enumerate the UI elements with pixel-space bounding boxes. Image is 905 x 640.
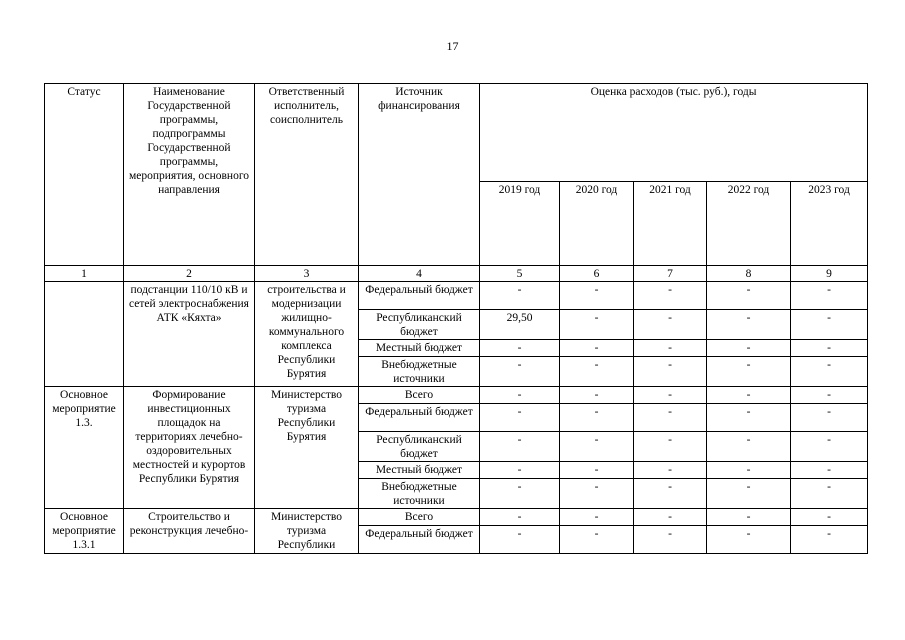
value-cell: - — [480, 282, 560, 310]
value-cell: - — [560, 479, 634, 509]
name-cell: подстанции 110/10 кВ и сетей электроснабжения АТК «Кяхта» — [124, 282, 255, 387]
value-cell: - — [707, 357, 791, 387]
status-cell — [45, 282, 124, 387]
value-cell: - — [791, 432, 868, 462]
header-name: Наименование Государственной программы, подпрограммы Государственной программы, мероприятия, основного направления — [124, 84, 255, 266]
value-cell: - — [791, 282, 868, 310]
value-cell: - — [480, 404, 560, 432]
value-cell: - — [634, 462, 707, 479]
value-cell: - — [791, 340, 868, 357]
table-row — [45, 387, 868, 404]
value-cell: - — [560, 357, 634, 387]
status-cell: Основное мероприятие 1.3.1 — [45, 509, 124, 554]
value-cell: - — [560, 462, 634, 479]
source-cell: Федеральный бюджет — [359, 526, 480, 554]
value-cell: - — [634, 509, 707, 526]
page-number: 17 — [446, 39, 459, 53]
source-cell: Местный бюджет — [359, 462, 480, 479]
executor-cell: Министерство туризма Республики — [255, 509, 359, 554]
column-number: 5 — [480, 266, 560, 282]
value-cell: - — [707, 387, 791, 404]
value-cell: - — [634, 432, 707, 462]
value-cell: - — [707, 340, 791, 357]
source-cell: Внебюджетные источники — [359, 479, 480, 509]
value-cell: 29,50 — [480, 310, 560, 340]
header-year: 2019 год — [480, 182, 560, 266]
column-number: 3 — [255, 266, 359, 282]
header-source: Источник финансирования — [359, 84, 480, 266]
value-cell: - — [480, 387, 560, 404]
executor-cell: Министерство туризма Республики Бурятия — [255, 387, 359, 509]
source-cell: Республиканский бюджет — [359, 310, 480, 340]
value-cell: - — [791, 310, 868, 340]
column-number: 1 — [45, 266, 124, 282]
source-cell: Федеральный бюджет — [359, 404, 480, 432]
column-number: 9 — [791, 266, 868, 282]
value-cell: - — [634, 479, 707, 509]
table-row — [45, 282, 868, 310]
column-number: 7 — [634, 266, 707, 282]
value-cell: - — [707, 282, 791, 310]
value-cell: - — [560, 282, 634, 310]
header-status: Статус — [45, 84, 124, 266]
value-cell: - — [634, 526, 707, 554]
value-cell: - — [480, 509, 560, 526]
value-cell: - — [707, 310, 791, 340]
column-number-row — [45, 266, 868, 282]
name-cell: Строительство и реконструкция лечебно- — [124, 509, 255, 554]
header-year: 2021 год — [634, 182, 707, 266]
header-year: 2020 год — [560, 182, 634, 266]
value-cell: - — [707, 526, 791, 554]
value-cell: - — [480, 432, 560, 462]
value-cell: - — [634, 357, 707, 387]
value-cell: - — [707, 404, 791, 432]
source-cell: Всего — [359, 509, 480, 526]
value-cell: - — [480, 357, 560, 387]
column-number: 2 — [124, 266, 255, 282]
value-cell: - — [791, 404, 868, 432]
value-cell: - — [634, 340, 707, 357]
source-cell: Местный бюджет — [359, 340, 480, 357]
value-cell: - — [560, 404, 634, 432]
value-cell: - — [707, 479, 791, 509]
value-cell: - — [791, 462, 868, 479]
value-cell: - — [560, 310, 634, 340]
value-cell: - — [791, 357, 868, 387]
value-cell: - — [560, 526, 634, 554]
value-cell: - — [560, 432, 634, 462]
source-cell: Республиканский бюджет — [359, 432, 480, 462]
header-executor: Ответственный исполнитель, соисполнитель — [255, 84, 359, 266]
budget-table — [44, 83, 868, 554]
value-cell: - — [480, 526, 560, 554]
value-cell: - — [791, 387, 868, 404]
column-number: 4 — [359, 266, 480, 282]
value-cell: - — [707, 509, 791, 526]
name-cell: Формирование инвестиционных площадок на территориях лечебно-оздоровительных местностей и курортов Республики Бурятия — [124, 387, 255, 509]
value-cell: - — [707, 432, 791, 462]
header-costs: Оценка расходов (тыс. руб.), годы — [480, 84, 868, 182]
value-cell: - — [634, 310, 707, 340]
value-cell: - — [707, 462, 791, 479]
header-year: 2023 год — [791, 182, 868, 266]
column-number: 6 — [560, 266, 634, 282]
value-cell: - — [634, 282, 707, 310]
source-cell: Внебюджетные источники — [359, 357, 480, 387]
value-cell: - — [634, 404, 707, 432]
value-cell: - — [560, 509, 634, 526]
header-year: 2022 год — [707, 182, 791, 266]
source-cell: Федеральный бюджет — [359, 282, 480, 310]
value-cell: - — [560, 340, 634, 357]
column-number: 8 — [707, 266, 791, 282]
value-cell: - — [791, 479, 868, 509]
value-cell: - — [634, 387, 707, 404]
value-cell: - — [791, 509, 868, 526]
value-cell: - — [480, 479, 560, 509]
value-cell: - — [791, 526, 868, 554]
executor-cell: строительства и модернизации жилищно-коммунального комплекса Республики Бурятия — [255, 282, 359, 387]
value-cell: - — [480, 462, 560, 479]
value-cell: - — [560, 387, 634, 404]
value-cell: - — [480, 340, 560, 357]
status-cell: Основное мероприятие 1.3. — [45, 387, 124, 509]
source-cell: Всего — [359, 387, 480, 404]
table-row — [45, 509, 868, 526]
